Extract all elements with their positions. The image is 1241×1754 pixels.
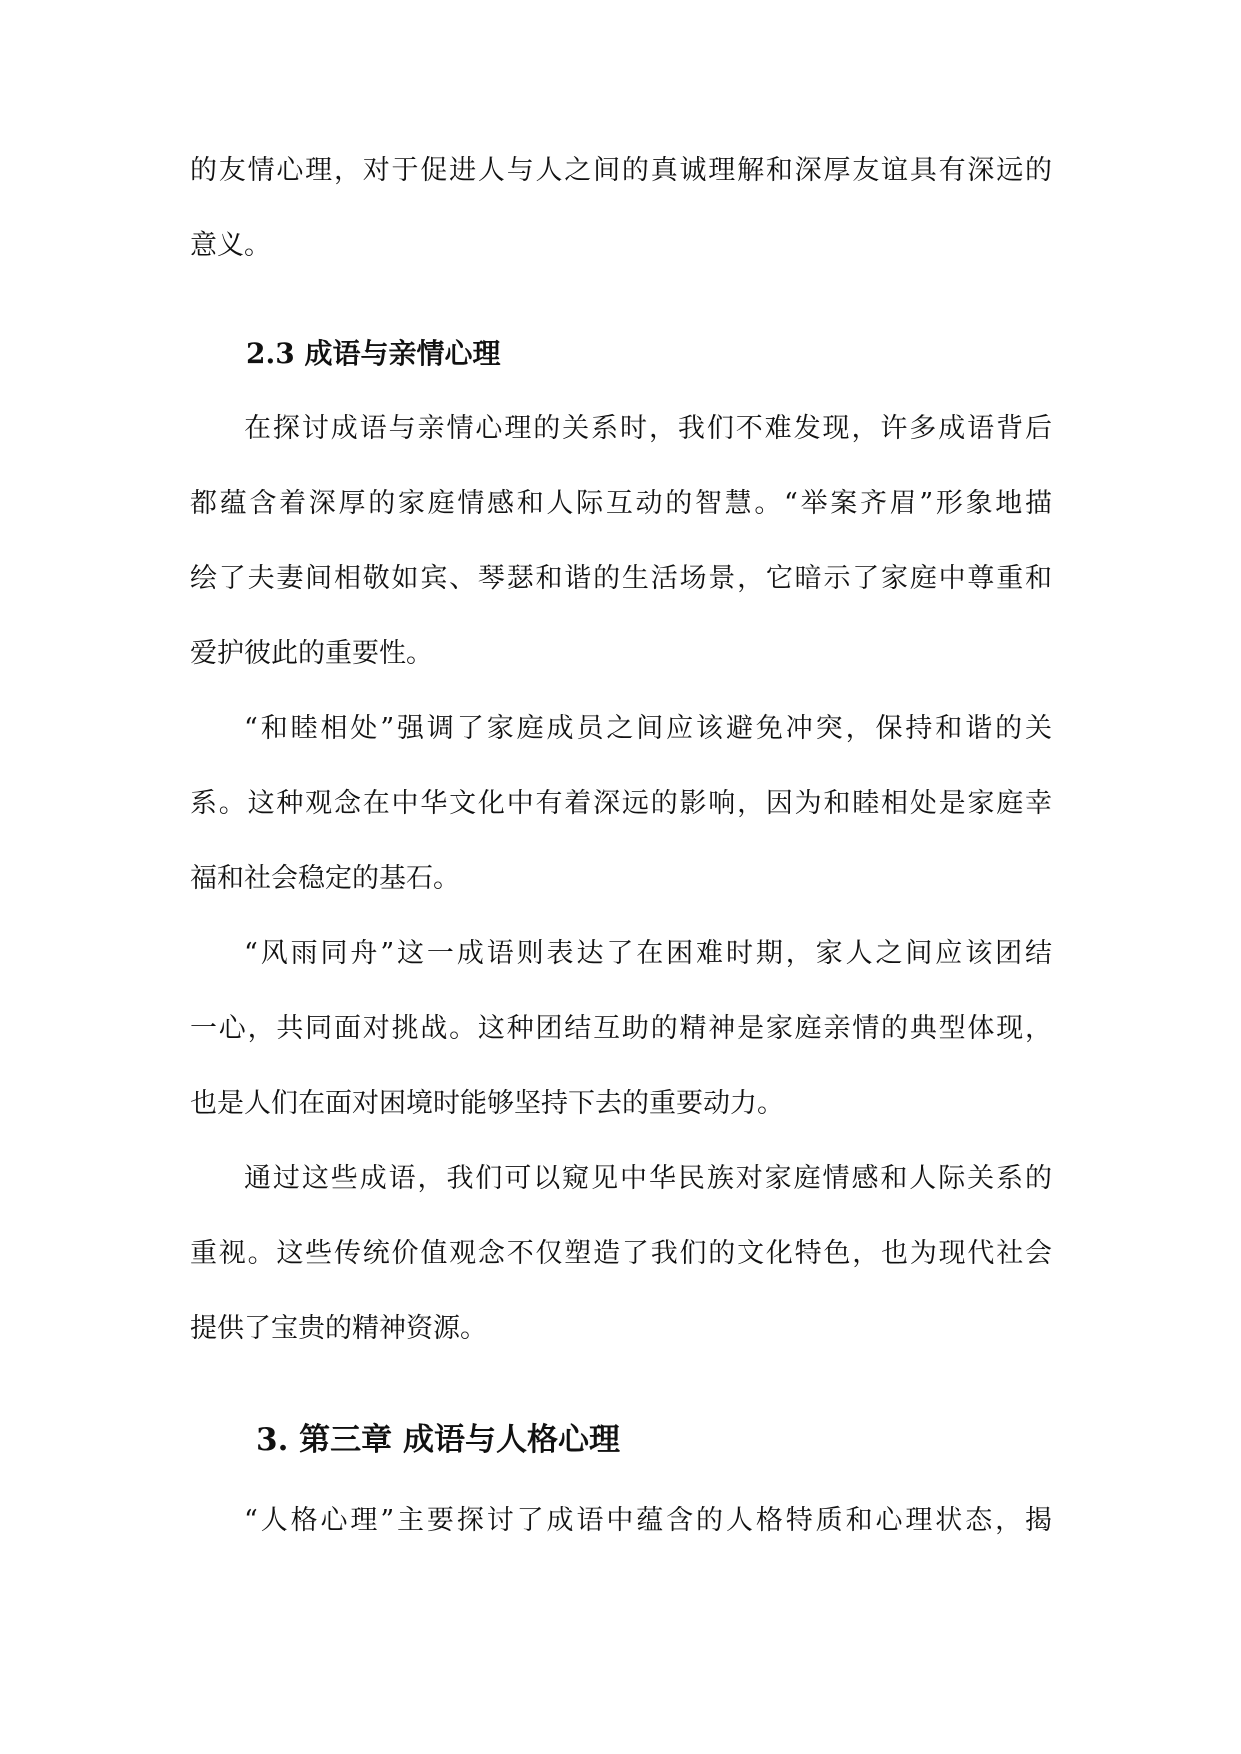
paragraph-line: 重视。这些传统价值观念不仅塑造了我们的文化特色，也为现代社会 (190, 1238, 1052, 1269)
paragraph-line: 提供了宝贵的精神资源。 (190, 1313, 487, 1344)
chapter-heading-3: 3. 第三章 成语与人格心理 (256, 1422, 620, 1458)
section-heading-2-3: 2.3 成语与亲情心理 (246, 337, 501, 370)
paragraph-line: 也是人们在面对困境时能够坚持下去的重要动力。 (190, 1088, 784, 1119)
paragraph-line: “人格心理”主要探讨了成语中蕴含的人格特质和心理状态，揭 (244, 1505, 1052, 1536)
paragraph-line: 绘了夫妻间相敬如宾、琴瑟和谐的生活场景，它暗示了家庭中尊重和 (190, 563, 1052, 594)
paragraph-line: 一心，共同面对挑战。这种团结互助的精神是家庭亲情的典型体现， (190, 1013, 1052, 1044)
paragraph-line: 爱护彼此的重要性。 (190, 638, 433, 669)
paragraph-line: 都蕴含着深厚的家庭情感和人际互动的智慧。“举案齐眉”形象地描 (190, 488, 1052, 519)
paragraph-line: 福和社会稳定的基石。 (190, 863, 460, 894)
paragraph-line: 的友情心理，对于促进人与人之间的真诚理解和深厚友谊具有深远的 (190, 155, 1052, 186)
paragraph-line: “和睦相处”强调了家庭成员之间应该避免冲突，保持和谐的关 (244, 713, 1052, 744)
paragraph-line: 意义。 (190, 230, 271, 261)
paragraph-line: 通过这些成语，我们可以窥见中华民族对家庭情感和人际关系的 (244, 1163, 1052, 1194)
paragraph-line: 在探讨成语与亲情心理的关系时，我们不难发现，许多成语背后 (244, 413, 1052, 444)
paragraph-line: 系。这种观念在中华文化中有着深远的影响，因为和睦相处是家庭幸 (190, 788, 1052, 819)
paragraph-line: “风雨同舟”这一成语则表达了在困难时期，家人之间应该团结 (244, 938, 1052, 969)
